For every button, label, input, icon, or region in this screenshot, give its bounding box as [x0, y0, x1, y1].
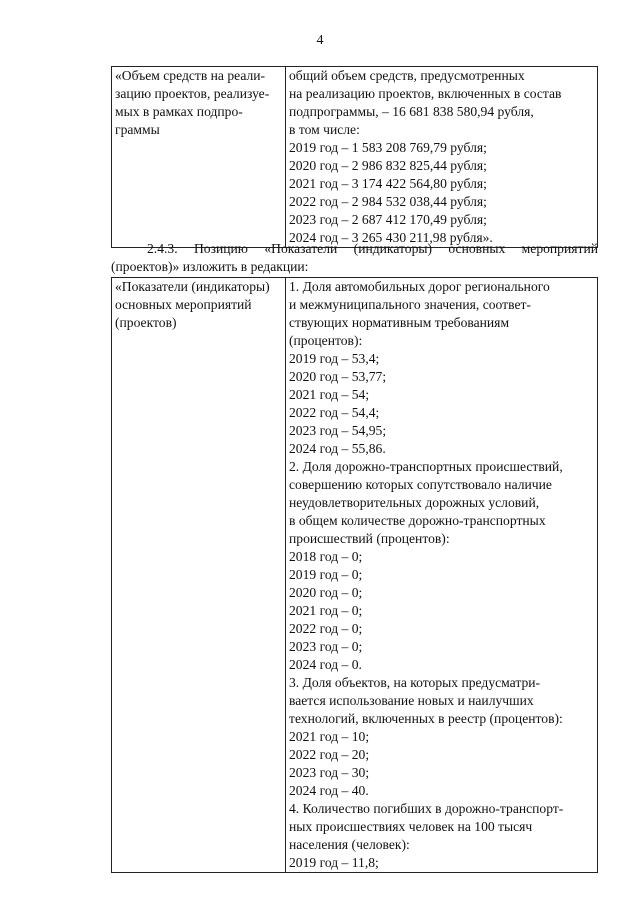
table-row: [112, 67, 598, 248]
paragraph-line: (проектов)» изложить в редакции:: [111, 259, 309, 274]
indicators-table: [111, 277, 598, 873]
value-line: 2. Доля дорожно-транспортных происшествий,: [289, 459, 563, 474]
label-line: основных мероприятий: [115, 297, 252, 312]
value-line: 2021 год – 0;: [289, 603, 363, 618]
value-line: 2019 год – 53,4;: [289, 351, 380, 366]
value-line: 2019 год – 11,8;: [289, 855, 379, 870]
value-line: совершению которых сопутствовало наличие: [289, 477, 552, 492]
label-line: мых в рамках подпро-: [115, 104, 243, 119]
value-line: 2023 год – 0;: [289, 639, 363, 654]
value-line: 2023 год – 30;: [289, 765, 370, 780]
value-line: 2022 год – 20;: [289, 747, 370, 762]
value-line: происшествий (процентов):: [289, 531, 450, 546]
indicators-value-cell: [286, 278, 598, 873]
value-line: 2022 год – 0;: [289, 621, 363, 636]
value-line: 2024 год – 0.: [289, 657, 362, 672]
value-line: неудовлетворительных дорожных условий,: [289, 495, 540, 510]
funding-table: [111, 66, 598, 248]
value-line: в том числе:: [289, 122, 360, 137]
value-line: в общем количестве дорожно-транспортных: [289, 513, 546, 528]
page-number: 4: [316, 33, 324, 48]
funding-label-cell: [112, 67, 286, 248]
value-line: вается использование новых и наилучших: [289, 693, 534, 708]
value-line: 2020 год – 0;: [289, 585, 363, 600]
indicators-label-cell: [112, 278, 286, 873]
value-line: 4. Количество погибших в дорожно-транспорт-: [289, 801, 564, 816]
value-line: 2023 год – 2 687 412 170,49 рубля;: [289, 212, 487, 227]
value-line: 2021 год – 54;: [289, 387, 370, 402]
value-line: 2021 год – 3 174 422 564,80 рубля;: [289, 176, 487, 191]
value-line: 2023 год – 54,95;: [289, 423, 387, 438]
value-line: 2019 год – 0;: [289, 567, 363, 582]
value-line: 2021 год – 10;: [289, 729, 370, 744]
value-line: 2024 год – 3 265 430 211,98 рубля».: [289, 230, 493, 245]
value-line: 3. Доля объектов, на которых предусматри-: [289, 675, 541, 690]
funding-value-cell: [286, 67, 598, 248]
value-line: технологий, включенных в реестр (процентов):: [289, 711, 563, 726]
value-line: 2022 год – 54,4;: [289, 405, 380, 420]
value-line: подпрограммы, – 16 681 838 580,94 рубля,: [289, 104, 534, 119]
label-line: (проектов): [115, 315, 177, 330]
section-paragraph: [111, 240, 598, 276]
value-line: 2019 год – 1 583 208 769,79 рубля;: [289, 140, 487, 155]
value-line: 2024 год – 40.: [289, 783, 369, 798]
label-line: «Показатели (индикаторы): [115, 279, 270, 294]
value-line: 2024 год – 55,86.: [289, 441, 386, 456]
table-row: [112, 278, 598, 873]
label-line: «Объем средств на реали-: [115, 68, 266, 83]
value-line: 2020 год – 53,77;: [289, 369, 387, 384]
value-line: 1. Доля автомобильных дорог регионального: [289, 279, 550, 294]
value-line: ных происшествиях человек на 100 тысяч: [289, 819, 533, 834]
value-line: 2020 год – 2 986 832 825,44 рубля;: [289, 158, 487, 173]
label-line: граммы: [115, 122, 160, 137]
value-line: населения (человек):: [289, 837, 410, 852]
value-line: общий объем средств, предусмотренных: [289, 68, 525, 83]
value-line: и межмуниципального значения, соответ-: [289, 297, 531, 312]
label-line: зацию проектов, реализуе-: [115, 86, 270, 101]
value-line: (процентов):: [289, 333, 363, 348]
value-line: 2018 год – 0;: [289, 549, 363, 564]
value-line: на реализацию проектов, включенных в состав: [289, 86, 562, 101]
paragraph-line: 2.4.3. Позицию «Показатели (индикаторы) основных мероприятий: [147, 241, 598, 256]
value-line: 2022 год – 2 984 532 038,44 рубля;: [289, 194, 487, 209]
value-line: ствующих нормативным требованиям: [289, 315, 510, 330]
